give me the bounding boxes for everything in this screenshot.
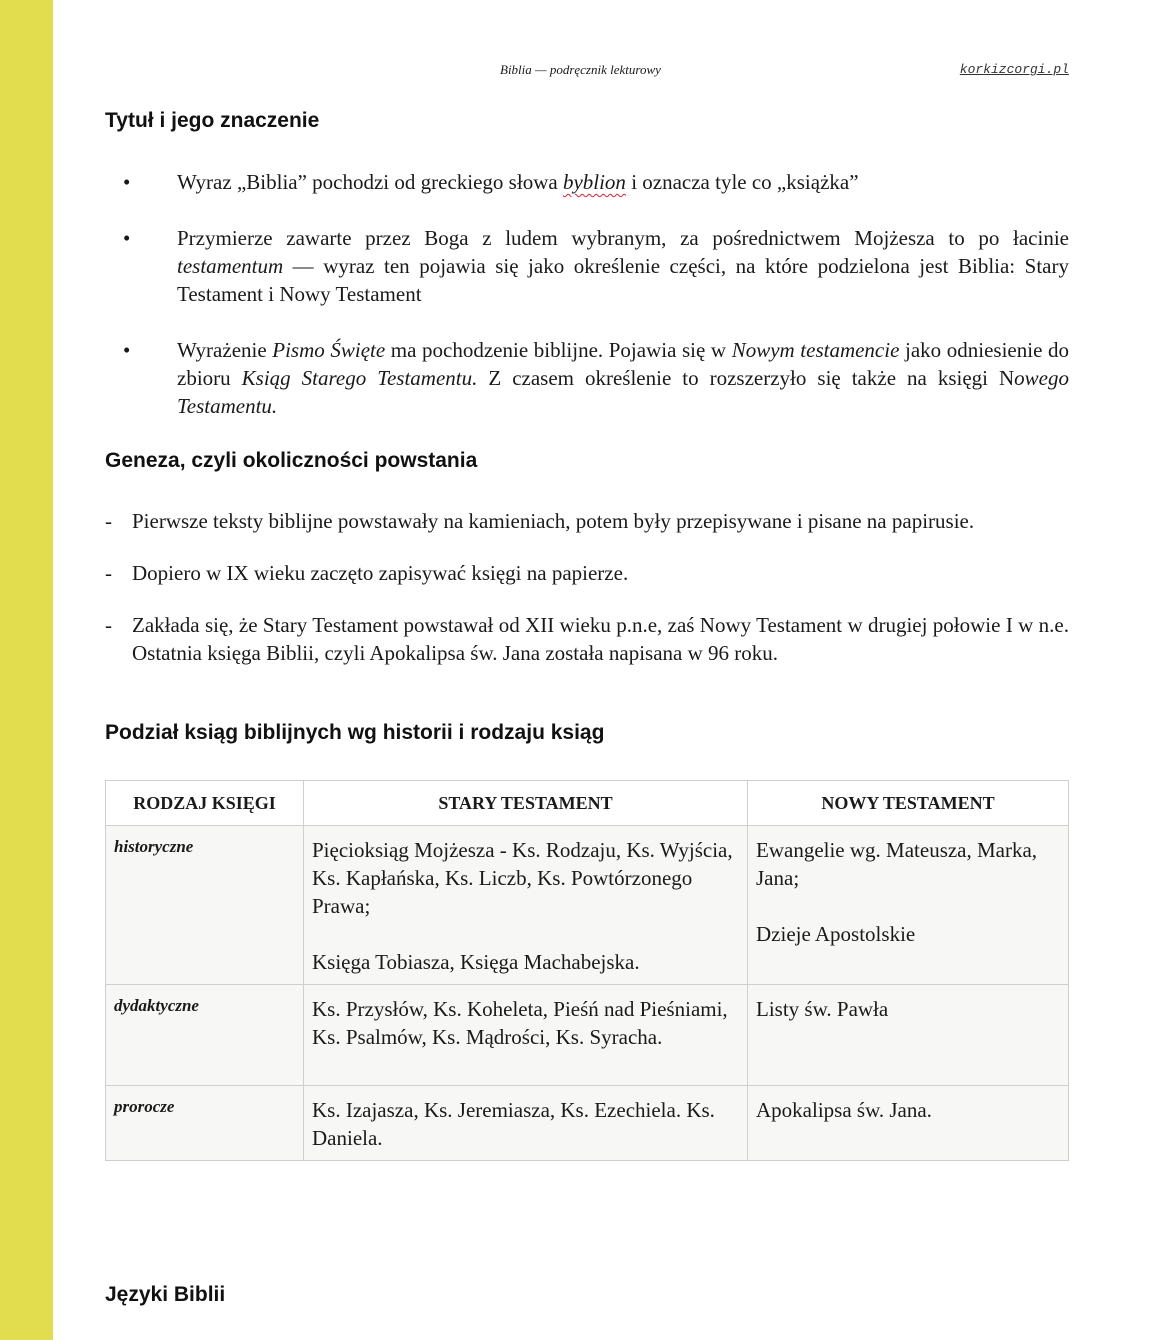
kind-cell: dydaktyczne <box>106 985 304 1086</box>
list-item <box>105 507 1069 535</box>
list-item-text: Pierwsze teksty biblijne powstawały na kamieniach, potem były przepisywane i pisane na papirusie. <box>132 509 975 533</box>
text-run-italic: owego Testamentu. <box>177 366 1069 418</box>
new-testament-cell <box>748 985 1069 1086</box>
text-run: Przymierze zawarte przez Boga z ludem wybranym, za pośrednictwem Mojżesza to po łacinie <box>177 226 1069 250</box>
text-run: Wyraz „Biblia” pochodzi od greckiego słowa <box>177 170 563 194</box>
genesis-list <box>105 507 1069 691</box>
cell-text: Ewangelie wg. Mateusza, Marka, Jana; <box>756 838 1038 890</box>
column-header-kind: RODZAJ KSIĘGI <box>106 781 304 826</box>
text-run-italic: Pismo Święte <box>272 338 386 362</box>
cell-text: Listy św. Pawła <box>756 997 889 1021</box>
list-item <box>105 224 1069 308</box>
header-site-link[interactable]: korkizcorgi.pl <box>959 62 1069 77</box>
title-meaning-list <box>105 168 1069 448</box>
table-header-row <box>106 781 1069 826</box>
books-table <box>105 780 1069 1161</box>
text-run-italic: Ksiąg Starego Testamentu. <box>241 366 478 390</box>
text-run: jako odniesienie do zbioru <box>177 338 1070 390</box>
text-run: — wyraz ten pojawia się jako określenie części, na które podzielona jest Biblia: Stary Testament i Nowy Testament <box>177 254 1069 306</box>
list-item <box>105 168 1069 196</box>
section-heading-title-meaning: Tytuł i jego znaczenie <box>105 109 320 132</box>
text-run: ma pochodzenie biblijne. Pojawia się w <box>385 338 732 362</box>
bullet-icon: • <box>123 338 131 362</box>
list-item <box>105 611 1069 667</box>
section-heading-genesis: Geneza, czyli okoliczności powstania <box>105 449 478 472</box>
cell-text: Ks. Izajasza, Ks. Jeremiasza, Ks. Ezechiela. Ks. Daniela. <box>312 1098 715 1150</box>
list-item <box>105 336 1069 420</box>
column-header-new-testament: NOWY TESTAMENT <box>748 781 1069 826</box>
old-testament-cell <box>304 985 748 1086</box>
dash-icon: - <box>105 509 112 533</box>
text-run: Z czasem określenie to rozszerzyło się także na księgi N <box>477 366 1015 390</box>
text-run-italic: testamentum <box>177 254 284 278</box>
new-testament-cell <box>748 1086 1069 1161</box>
section-heading-languages: Języki Biblii <box>105 1283 226 1306</box>
cell-text: Księga Tobiasza, Księga Machabejska. <box>312 950 640 974</box>
page-header <box>105 62 1069 82</box>
cell-text: Dzieje Apostolskie <box>756 922 916 946</box>
cell-text: Ks. Psalmów, Ks. Mądrości, Ks. Syracha. <box>312 1025 663 1049</box>
text-run: i oznacza tyle co „książka” <box>625 170 859 194</box>
section-heading-division: Podział ksiąg biblijnych wg historii i rodzaju ksiąg <box>105 721 605 744</box>
cell-text: Apokalipsa św. Jana. <box>756 1098 932 1122</box>
dash-icon: - <box>105 561 112 585</box>
old-testament-cell <box>304 826 748 985</box>
table-row <box>106 826 1069 985</box>
new-testament-cell <box>748 826 1069 985</box>
list-item-text: Dopiero w IX wieku zaczęto zapisywać księgi na papierze. <box>132 561 629 585</box>
cell-text: Ks. Przysłów, Ks. Koheleta, Pieśń nad Pieśniami, <box>312 997 728 1021</box>
cell-text: Pięcioksiąg Mojżesza - Ks. Rodzaju, Ks. Wyjścia, Ks. Kapłańska, Ks. Liczb, Ks. Powtórzonego Prawa; <box>312 838 733 918</box>
kind-cell: historyczne <box>106 826 304 985</box>
kind-cell: prorocze <box>106 1086 304 1161</box>
text-run: Wyrażenie <box>177 338 273 362</box>
table-row <box>106 985 1069 1086</box>
old-testament-cell <box>304 1086 748 1161</box>
side-accent-bar <box>0 0 53 1340</box>
bullet-icon: • <box>123 170 131 194</box>
text-run-italic: Nowym testamencie <box>731 338 900 362</box>
column-header-old-testament: STARY TESTAMENT <box>304 781 748 826</box>
text-run-italic: byblion <box>562 170 626 194</box>
list-item-text: Zakłada się, że Stary Testament powstawał od XII wieku p.n.e, zaś Nowy Testament w drugiej połowie I w n.e. Ostatnia księga Biblii, czyli Apokalipsa św. Jana została napisana w 96 roku. <box>132 613 1069 665</box>
bullet-icon: • <box>123 226 131 250</box>
table-row <box>106 1086 1069 1161</box>
dash-icon: - <box>105 613 112 637</box>
list-item <box>105 559 1069 587</box>
header-title: Biblia — podręcznik lekturowy <box>500 62 661 77</box>
